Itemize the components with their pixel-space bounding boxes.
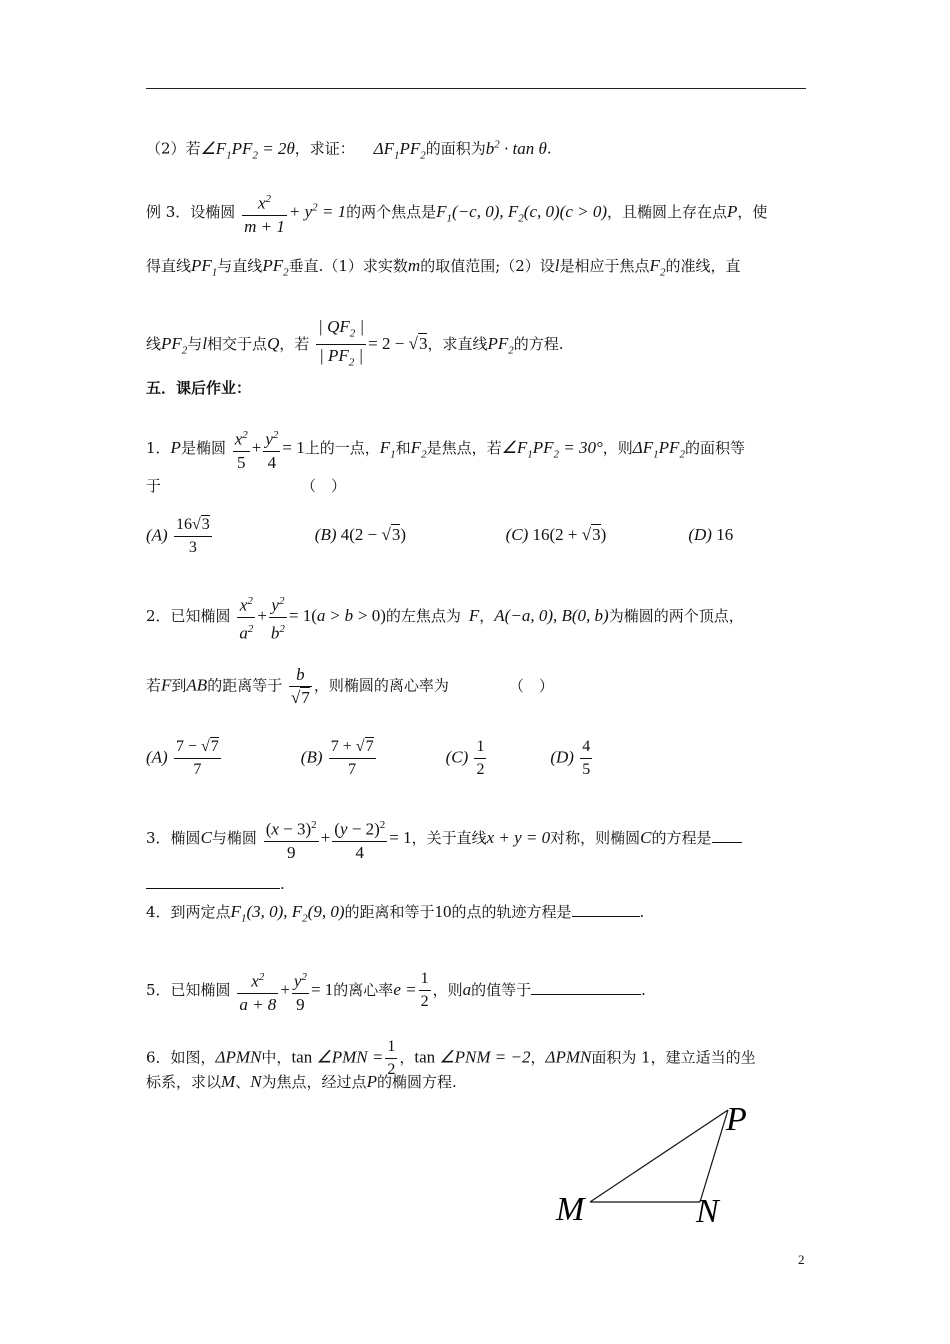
question-3-cont: .: [146, 874, 285, 894]
example3-line2: 得直线$PF_1$与直线$PF_2$垂直.（1）求实数m的取值范围;（2）设l是相应于焦点$F_2$的准线，直: [146, 256, 741, 279]
part2-line: （2）若$\angle F_1PF_2 = 2\theta$，求证： $\Delta F_1PF_2$的面积为$b^2 \cdot \tan \theta$.: [146, 138, 552, 162]
label-n: N: [696, 1193, 719, 1230]
question-4: 4．到两定点$F_1(3$, 0), $F_2(9$, 0)的距离和等于10的点的轨迹方程是 .: [146, 902, 645, 925]
question-1-options: (A) $\frac{16√3}{3}$ (B) 4(2 − √3) (C) 16(2 + √3) (D) 16: [146, 516, 734, 556]
question-5: 5．已知椭圆 $\frac{x^2}{a + 8}$ + $\frac{y^2}{9}$ = 1的离心率e = $\frac{1}{2}$ ，则a的值等于 .: [146, 966, 646, 1016]
side-mp: [590, 1110, 728, 1202]
question-6-cont: 标系，求以M、N为焦点，经过点P的椭圆方程.: [146, 1072, 457, 1091]
question-3: 3．椭圆C与椭圆 $\frac{(x - 3)^2}{9}$ + $\frac{(y - 2)^2}{4}$ = 1，关于直线x + y = 0对称，则椭圆C的方程是: [146, 814, 742, 864]
side-np: [700, 1110, 728, 1202]
example3-line1: 例 3．设椭圆 $\frac{x^2}{m + 1}$ + $y^2 = 1$的两个焦点是$F_1(-c$, 0), $F_2(c$, 0)(c > 0)，且椭圆上存在点P，使: [146, 188, 767, 238]
question-1-cont: 于 （ ）: [146, 477, 347, 495]
question-2-options: (A) $\frac{7 - √7}{7}$ (B) $\frac{7 + √7}{7}$ (C) $\frac{1}{2}$ (D) $\frac{4}{5}$: [146, 738, 591, 778]
triangle-figure: [550, 1096, 770, 1236]
question-6: 6．如图，ΔPMN中，tan ∠PMN = $\frac{1}{2}$ ，tan ∠PNM = −2，ΔPMN面积为 1，建立适当的坐: [146, 1038, 756, 1078]
question-1: 1．P是椭圆 $\frac{x^2}{5}$ + $\frac{y^2}{4}$ = 1上的一点，$F_1$和$F_2$是焦点，若$\angle F_1PF_2 = 30^\circ$，则$\Delta F_1PF_2$的面积等: [146, 424, 745, 474]
label-p: P: [726, 1101, 747, 1138]
label-m: M: [556, 1191, 585, 1228]
question-2: 2．已知椭圆 $\frac{x^2}{a^2}$ + $\frac{y^2}{b^2}$ = 1(a > b > 0)的左焦点为 F，A(−a, 0), B(0, b)为椭圆的两个顶点，: [146, 590, 744, 644]
question-2-cont: 若F到AB的距离等于 $\frac{b}{√7}$ ，则椭圆的离心率为 （ ）: [146, 665, 554, 707]
section-title: 五．课后作业：: [146, 379, 252, 397]
header-rule: [146, 88, 806, 89]
example3-line3: 线$PF_2$与l相交于点Q，若 $\frac{| QF_2 |}{| PF_2 |}$ = 2 − √3，求直线$PF_2$的方程.: [146, 317, 564, 369]
page-number: 2: [798, 1252, 805, 1267]
